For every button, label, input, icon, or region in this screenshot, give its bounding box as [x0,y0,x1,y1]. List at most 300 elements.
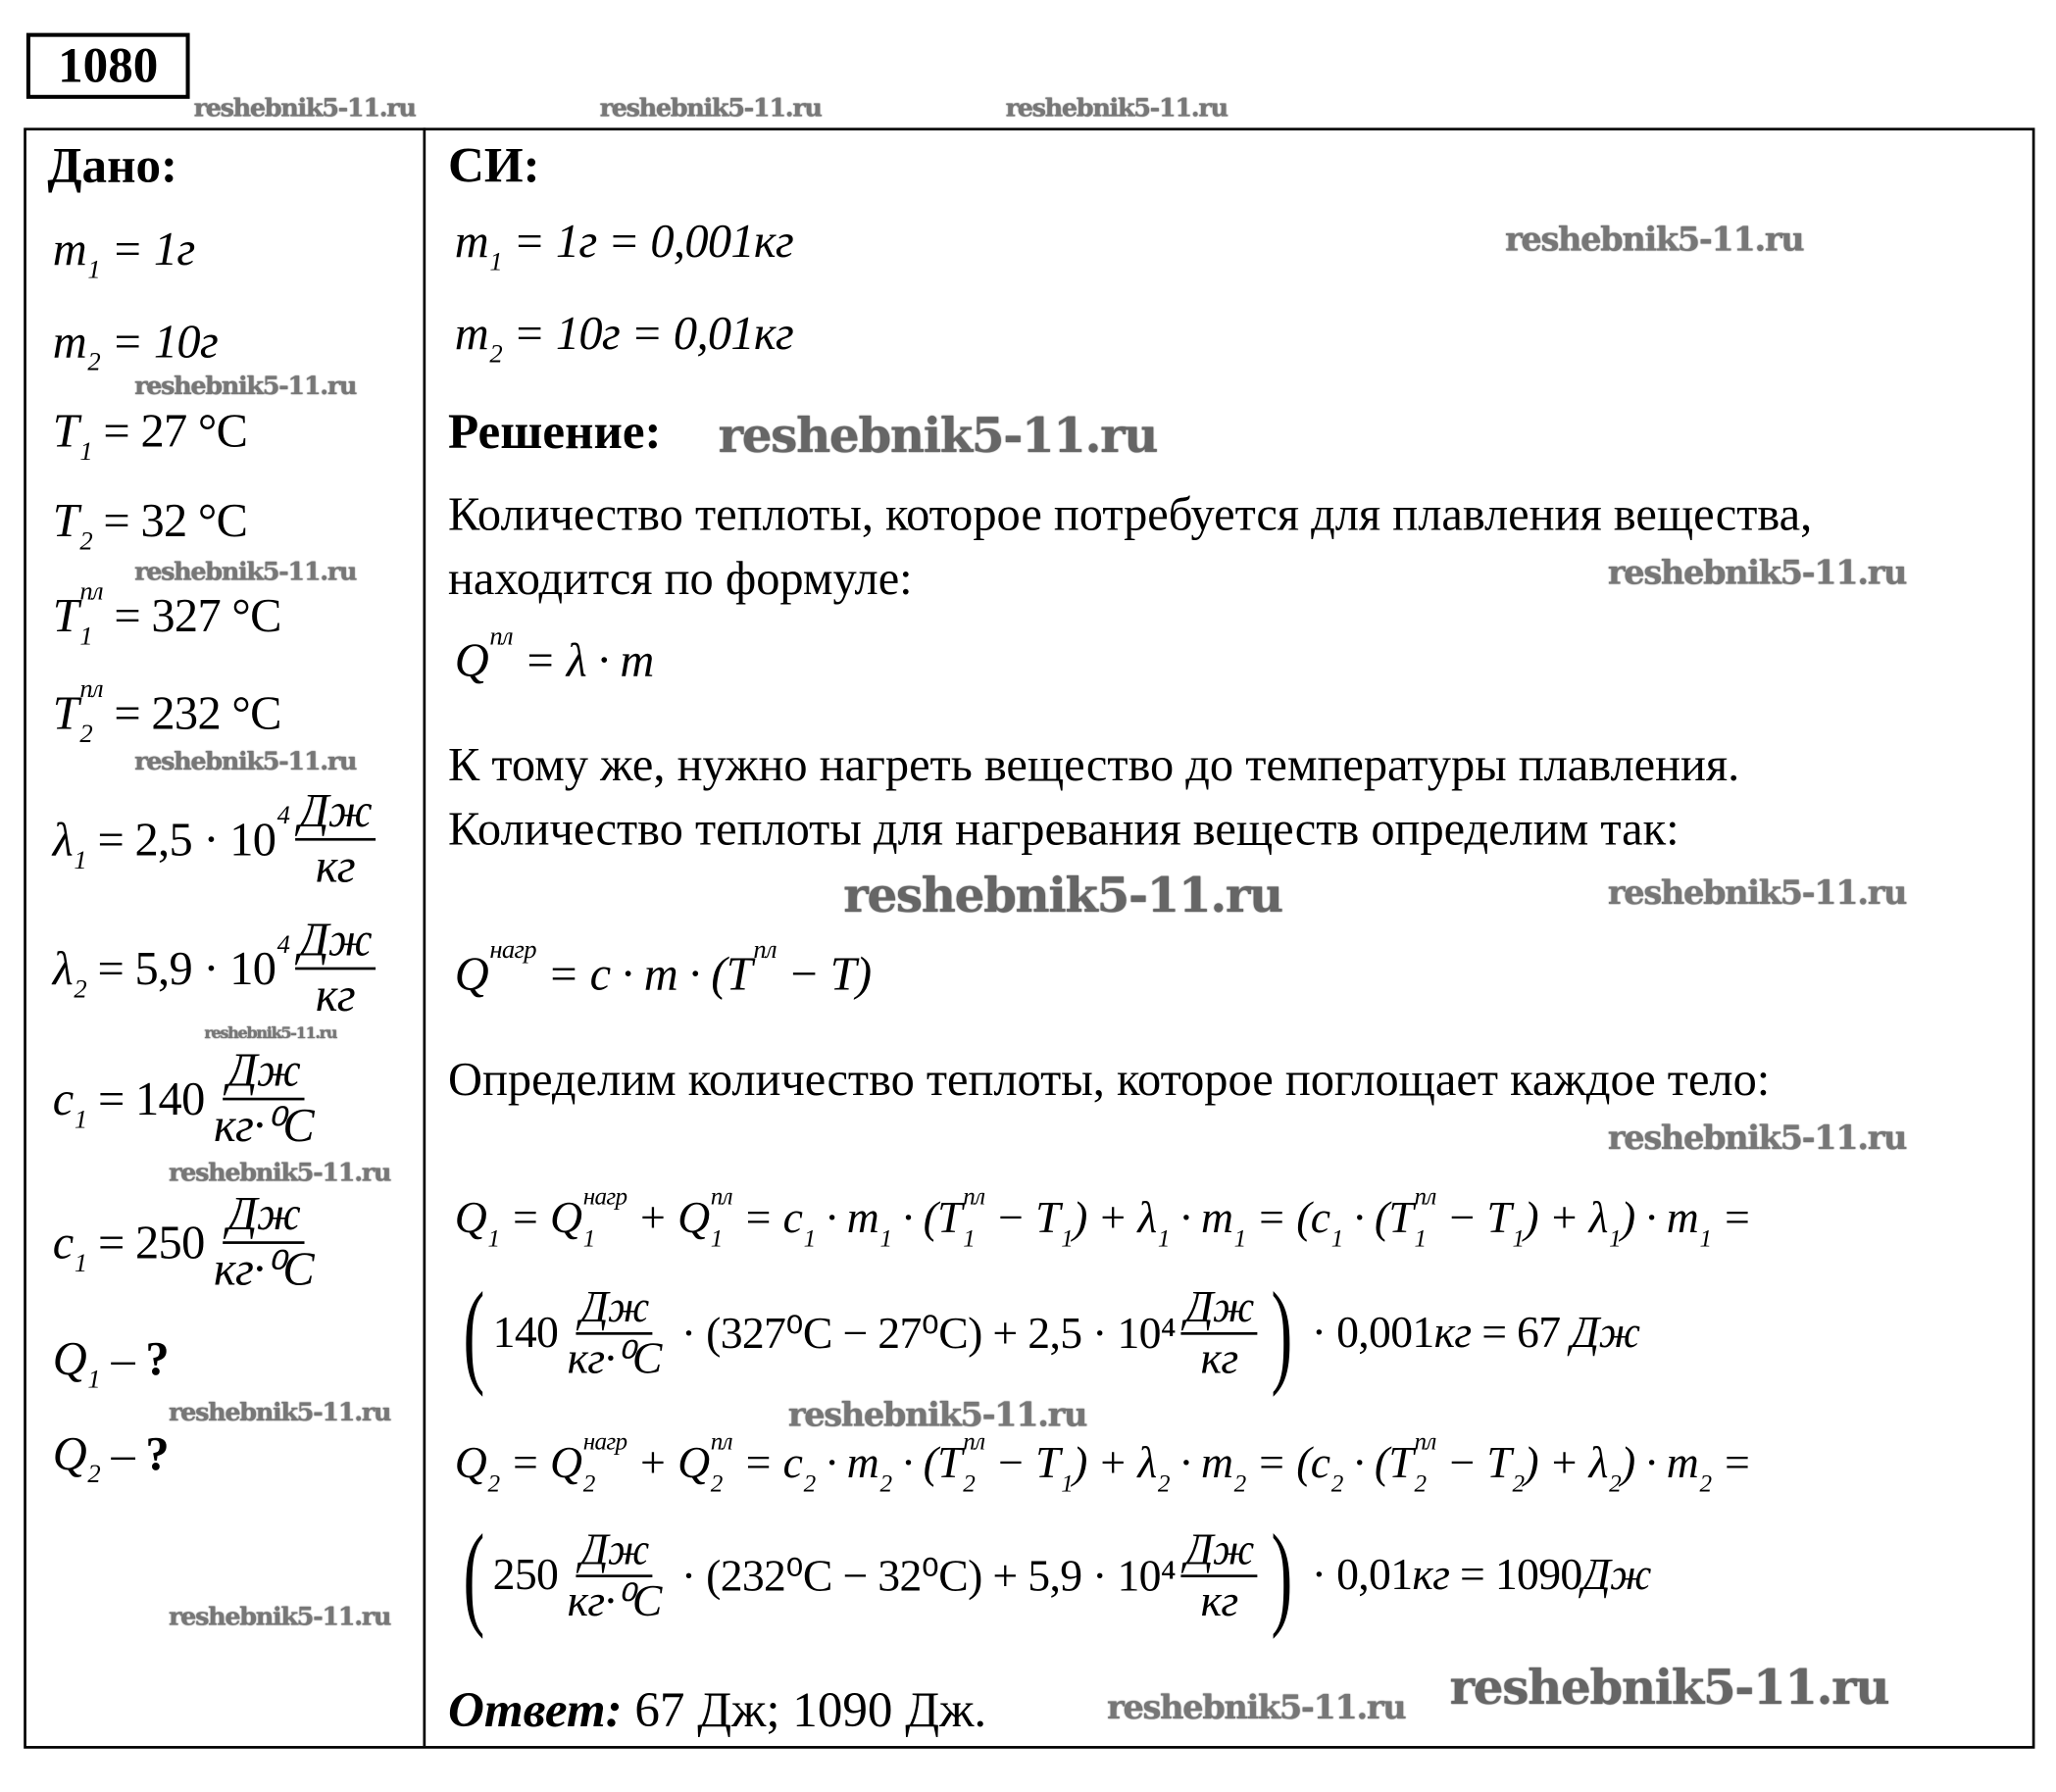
answer-text: 67 Дж; 1090 Дж. [622,1682,987,1738]
superscript: пл [489,622,513,652]
subscript: 2 [1512,1469,1525,1498]
scripts [79,674,103,749]
given-heading: Дано: [47,138,178,194]
math-symbol [1035,1438,1074,1498]
math-symbol [276,929,290,994]
watermark: reshebnik5-11.ru [599,93,822,124]
paragraph-melting: Количество теплоты, которое потребуется для плавления вещества, находится по формуле: [448,487,1813,605]
symbol-base: c [1310,1438,1330,1488]
subscript: 2 [489,339,502,370]
scripts [963,1427,985,1498]
fraction [1180,1283,1257,1384]
symbol-base: T [937,1193,962,1243]
watermark: reshebnik5-11.ru [1607,873,1907,913]
math-symbol [677,1182,732,1253]
fraction [564,1525,666,1626]
superscript [489,298,502,324]
subscript: 2 [1330,1469,1343,1498]
scripts [87,1332,101,1395]
big-parenthesis: ) [1271,1511,1293,1641]
scripts [276,929,290,994]
superscript: 4 [276,929,290,960]
math-symbol [52,493,92,557]
math-text: = 1г [100,223,195,275]
superscript [1234,1430,1246,1455]
watermark: reshebnik5-11.ru [1607,553,1907,592]
superscript [879,1430,891,1455]
subscript: 1 [1061,1469,1074,1498]
math-text: = 5,9 · 10 [86,941,276,995]
scripts [879,1439,892,1498]
superscript: пл [79,577,103,607]
symbol-base: T [52,588,79,642]
superscript [1061,1430,1073,1455]
math-symbol [1666,1193,1712,1253]
given-c2 [53,1188,324,1295]
math-symbol [1137,1193,1170,1253]
fraction-numerator: Дж [576,1283,652,1335]
fraction [295,915,376,1021]
given-lambda1 [53,785,381,892]
si-m1 [454,214,794,277]
superscript [79,485,92,512]
math-symbol [1310,1193,1343,1253]
subscript: 2 [1157,1469,1170,1498]
scripts [963,1182,985,1253]
fraction-denominator: кг [315,838,356,892]
symbol-base: Q [52,1426,87,1480]
superscript: пл [710,1427,732,1457]
fraction-numerator: Дж [224,1045,305,1100]
formula-q2-numeric [455,1511,1651,1641]
math-text: · (327⁰C − 27⁰C) + 2,5 · 10⁴ [671,1310,1177,1360]
subscript: 2 [87,347,101,377]
math-symbol [677,1427,732,1498]
watermark: reshebnik5-11.ru [1449,1660,1889,1717]
superscript [79,396,92,423]
math-symbol [1486,1438,1525,1498]
math-symbol [454,306,502,370]
superscript [87,214,100,240]
symbol-base: m [454,215,489,268]
math-text: − T) [776,947,872,1001]
subscript: 1 [79,622,92,651]
superscript [87,306,100,332]
superscript: пл [1414,1427,1436,1457]
math-symbol [52,314,101,377]
symbol-base: Q [677,1438,710,1488]
math-symbol [1588,1193,1621,1253]
symbol-base: T [1035,1193,1060,1243]
superscript [1699,1185,1711,1210]
given-t2-melt [52,674,281,749]
math-text: ) + [1524,1438,1589,1488]
subscript: 1 [582,1224,595,1253]
scripts [1330,1194,1343,1253]
math-symbol [454,1438,500,1498]
scripts [1414,1182,1436,1253]
paragraph-heating: К тому же, нужно нагреть вещество до температуры плавления. Количество теплоты для нагревания веществ определим так: [448,737,1740,856]
math-symbol [846,1193,892,1253]
superscript [75,1064,87,1090]
si-m2 [454,306,794,370]
symbol-base: c [782,1193,803,1243]
math-text: = [1711,1193,1752,1243]
symbol-base: c [1310,1193,1330,1243]
superscript: пл [1414,1182,1436,1212]
superscript [1513,1185,1525,1210]
math-text: · [815,1438,847,1488]
superscript [1234,1185,1246,1210]
math-text: = [499,1193,551,1243]
subscript [753,983,777,1010]
symbol-base: λ [52,812,74,866]
superscript [1061,1185,1073,1210]
subscript: 1 [963,1224,976,1253]
watermark: reshebnik5-11.ru [134,372,357,401]
symbol-base: Q [550,1438,582,1488]
math-symbol [454,214,502,277]
math-symbol [52,1331,101,1395]
scripts [489,622,513,686]
math-symbol [1137,1438,1170,1498]
math-text: · 0,01 [1301,1551,1413,1601]
subscript: 2 [1699,1469,1712,1498]
math-symbol [937,1427,985,1498]
scripts [1330,1439,1343,1498]
subscript: 2 [1233,1469,1246,1498]
fraction-numerator: Дж [224,1188,305,1243]
symbol-base: T [1035,1438,1060,1488]
subscript: 1 [879,1224,892,1253]
math-text: = [1711,1438,1752,1488]
math-text: ) · [1620,1193,1667,1243]
symbol-base: T [52,494,79,547]
superscript: нагр [582,1427,627,1457]
fraction [564,1283,666,1384]
math-symbol [1035,1193,1074,1253]
symbol-base: m [52,223,87,275]
scripts [710,1427,732,1498]
math-text: = [731,1438,783,1488]
big-parenthesis: ( [463,1269,484,1399]
superscript [74,933,86,960]
symbol-base: λ [1588,1438,1608,1488]
superscript [1513,1430,1525,1455]
math-text: · ( [891,1438,938,1488]
fraction [295,785,376,892]
superscript [87,1419,100,1445]
scripts [1414,1427,1436,1498]
math-text: = 67 [1471,1309,1572,1358]
math-symbol [52,222,101,285]
watermark: reshebnik5-11.ru [1005,93,1228,124]
math-symbol [454,935,536,1001]
subscript: 2 [1414,1469,1427,1498]
subscript: 2 [963,1469,976,1498]
fraction-denominator: кг·⁰C [214,1098,314,1152]
math-text: = 10г = 0,01кг [501,307,794,360]
math-symbol [937,1182,985,1253]
math-text: + [627,1193,678,1243]
superscript [487,1430,499,1455]
math-text: ) + [1073,1438,1138,1488]
watermark: reshebnik5-11.ru [1107,1687,1406,1726]
scripts [803,1439,816,1498]
given-m1 [52,222,195,285]
fraction-numerator: Дж [1180,1283,1257,1335]
math-text: · ( [891,1193,938,1243]
symbol-base: T [1388,1438,1414,1488]
scripts [1061,1439,1074,1498]
given-t2 [52,493,248,557]
scripts [87,1427,101,1489]
math-symbol [1388,1427,1436,1498]
math-text: − [1435,1193,1487,1243]
math-text: = 327 °C [102,588,281,642]
math-symbol [52,811,87,874]
math-text: = 10г [100,315,219,369]
scripts [1512,1194,1525,1253]
superscript [1699,1430,1711,1455]
math-text: ? [145,1426,169,1480]
subscript: 2 [710,1469,723,1498]
math-symbol [1666,1438,1712,1498]
superscript [804,1185,816,1210]
scripts [1061,1194,1074,1253]
watermark: reshebnik5-11.ru [204,1023,337,1043]
math-symbol [1486,1193,1525,1253]
symbol-base: c [52,1216,74,1269]
math-symbol [52,1215,87,1278]
big-parenthesis: ( [463,1511,484,1641]
fraction-denominator: кг [1200,1334,1238,1384]
subscript: 1 [74,1105,87,1134]
scripts [79,405,92,467]
scripts [582,1182,627,1253]
scripts [710,1182,732,1253]
scripts [1512,1439,1525,1498]
math-text: · [1169,1438,1201,1488]
symbol-base: c [782,1438,803,1488]
paragraph-each-body: Определим количество теплоты, которое поглощает каждое тело: [448,1053,1771,1106]
symbol-base: m [454,307,489,360]
scripts [489,935,536,1000]
superscript: нагр [582,1182,627,1212]
scripts [87,223,101,285]
math-symbol [52,1425,101,1489]
math-symbol [846,1438,892,1498]
symbol-base: m [846,1438,879,1488]
superscript [87,1323,100,1350]
subscript: 1 [1157,1224,1170,1253]
superscript [75,1207,87,1233]
math-text: = 1г = 0,001кг [501,215,794,268]
subscript [489,670,513,696]
math-text: кг [1433,1309,1472,1358]
unknown-q2 [52,1425,169,1489]
symbol-base: Q [454,1438,487,1488]
fraction-denominator: кг [1200,1577,1238,1627]
subscript: 1 [1512,1224,1525,1253]
math-text: = 140 [86,1071,205,1125]
subscript: 1 [487,1224,500,1253]
math-text: · (232⁰C − 32⁰C) + 5,9 · 10⁴ [671,1552,1177,1602]
answer-label: Ответ: [448,1682,623,1738]
fraction-numerator: Дж [1180,1525,1257,1577]
subscript: 1 [710,1224,723,1253]
math-text: − [984,1193,1036,1243]
superscript [1331,1430,1343,1455]
symbol-base: T [1388,1193,1414,1243]
math-text: · ( [1342,1438,1389,1488]
subscript [277,977,290,1004]
scripts [87,316,101,377]
subscript: 1 [1609,1224,1621,1253]
math-text: − [1435,1438,1487,1488]
subscript: 1 [74,845,87,874]
solution-heading: Решение: [448,404,662,461]
scripts [1233,1439,1246,1498]
math-symbol [454,622,513,687]
symbol-base: m [1666,1438,1699,1488]
symbol-base: c [52,1071,74,1125]
subscript: 1 [1061,1224,1074,1253]
subscript: 2 [487,1469,500,1498]
symbol-base: Q [677,1193,710,1243]
fraction-denominator: кг·⁰C [214,1242,314,1295]
scripts [74,1072,87,1134]
math-text: · ( [1342,1193,1389,1243]
scripts [74,813,87,874]
column-divider [423,127,426,1746]
math-symbol [276,801,290,865]
scripts [489,307,502,370]
math-text: + [627,1438,678,1488]
scripts [803,1194,816,1253]
math-symbol [782,1438,816,1498]
fraction [210,1188,318,1295]
symbol-base: Q [52,1331,87,1385]
math-text: − [984,1438,1036,1488]
superscript [1609,1430,1621,1455]
symbol-base: T [937,1438,962,1488]
subscript: 2 [879,1469,892,1498]
superscript [74,804,86,830]
fraction-denominator: кг·⁰C [567,1577,662,1627]
math-text: ) + [1073,1193,1138,1243]
scripts [1699,1194,1712,1253]
math-text: = ( [1245,1438,1311,1488]
math-text: = [731,1193,783,1243]
math-text: = 2,5 · 10 [86,812,276,866]
symbol-base: T [1486,1193,1512,1243]
superscript: пл [963,1427,985,1457]
formula-heating [454,935,872,1001]
fraction-denominator: кг·⁰C [567,1334,662,1384]
subscript [489,983,535,1010]
math-symbol [1200,1193,1246,1253]
problem-number: 1080 [26,33,190,99]
fraction-numerator: Дж [576,1525,652,1577]
scripts [879,1194,892,1253]
subscript: 2 [79,526,92,557]
scripts [582,1427,627,1498]
scripts [1157,1194,1170,1253]
symbol-base: λ [1137,1438,1157,1488]
subscript: 2 [582,1469,595,1498]
symbol-base: Q [550,1193,582,1243]
watermark: reshebnik5-11.ru [134,557,357,587]
symbol-base: λ [52,941,74,995]
math-text: = 27 °C [91,404,248,458]
answer [448,1681,986,1739]
superscript [489,206,502,232]
superscript [1158,1430,1170,1455]
math-symbol [454,1193,500,1253]
given-m2 [52,314,219,377]
subscript: 2 [1609,1469,1621,1498]
math-symbol [52,674,103,749]
math-text: = 32 °C [91,494,248,547]
subscript: 1 [74,1248,87,1278]
superscript [487,1185,499,1210]
math-text: 140 [492,1309,559,1358]
formula-q2-general [454,1427,1752,1498]
math-text: = [499,1438,551,1488]
scripts [276,801,290,865]
subscript: 1 [87,1365,101,1395]
formula-melting [454,622,654,687]
superscript: пл [79,674,103,705]
math-text: Дж [1571,1309,1640,1358]
superscript: пл [963,1182,985,1212]
math-text: ) · [1620,1438,1667,1488]
math-symbol [52,940,87,1004]
subscript: 1 [489,247,502,277]
watermark: reshebnik5-11.ru [787,1395,1087,1434]
subscript: 2 [74,974,87,1004]
math-symbol [1200,1438,1246,1498]
math-text: · 0,001 [1301,1309,1434,1358]
math-symbol [1310,1438,1343,1498]
symbol-base: Q [454,633,489,687]
subscript: 1 [1233,1224,1246,1253]
math-text: = c · m · ( [535,947,727,1001]
superscript [1158,1185,1170,1210]
math-text: = 232 °C [102,686,281,740]
scripts [753,935,777,1000]
symbol-base: λ [1588,1193,1608,1243]
symbol-base: m [52,315,87,369]
scripts [487,1194,500,1253]
scripts [79,494,92,557]
math-symbol [1588,1438,1621,1498]
math-symbol [550,1427,627,1498]
subscript: 1 [1699,1224,1712,1253]
subscript [277,848,290,874]
watermark: reshebnik5-11.ru [1607,1119,1907,1158]
scripts [1157,1439,1170,1498]
subscript: 2 [803,1469,816,1498]
math-text: · [1169,1193,1201,1243]
watermark: reshebnik5-11.ru [718,408,1158,465]
scripts [487,1439,500,1498]
scripts [1233,1194,1246,1253]
symbol-base: λ [1137,1193,1157,1243]
symbol-base: T [52,404,79,458]
fraction-denominator: кг [315,968,356,1021]
